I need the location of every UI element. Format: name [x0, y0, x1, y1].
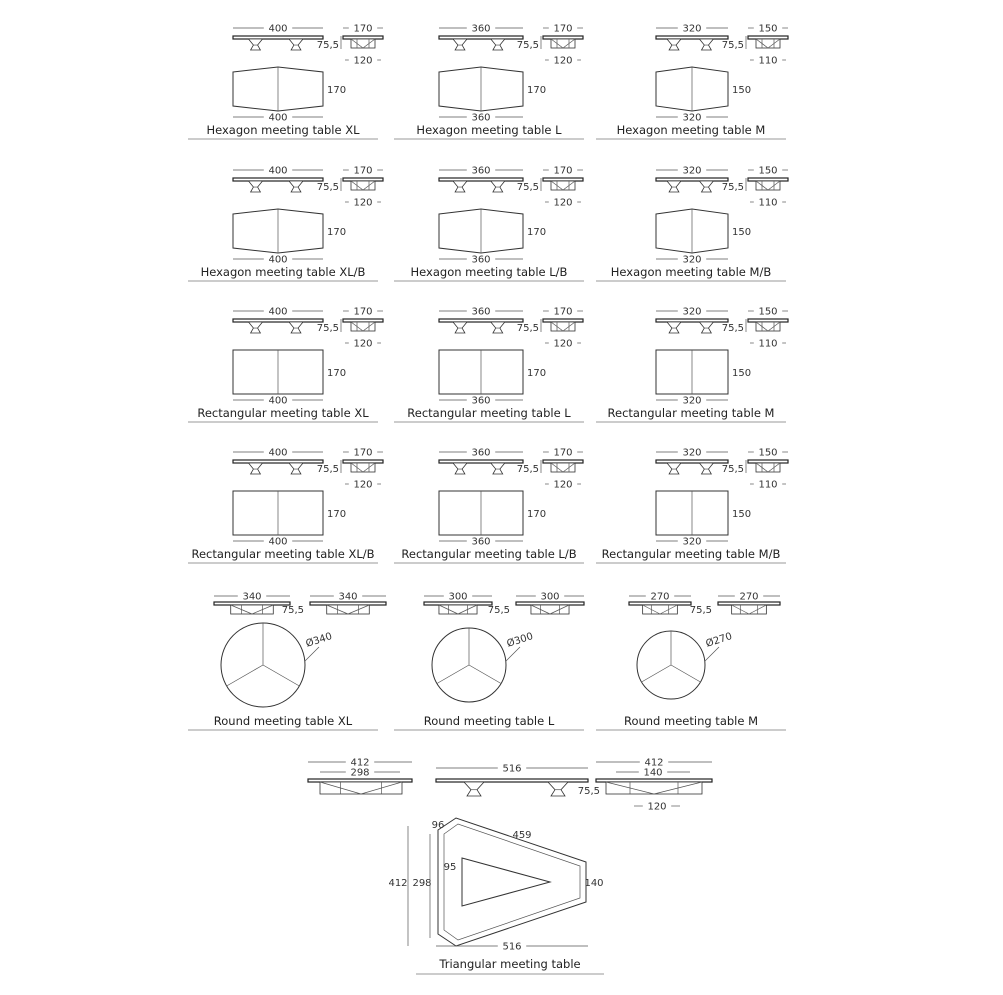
height-label: 75,5 [316, 40, 339, 51]
height-label: 75,5 [316, 323, 339, 334]
table-base [327, 605, 370, 614]
table-leg [667, 39, 681, 50]
plan-depth-label: 170 [327, 85, 347, 96]
plan-depth-label: 170 [327, 509, 347, 520]
table-caption: Hexagon meeting table M/B [610, 265, 772, 279]
end-label: 140 [584, 878, 604, 889]
table-top-end [343, 319, 383, 322]
table-base [231, 605, 274, 614]
table-top-end [748, 178, 788, 181]
dimension-label: 320 [682, 395, 702, 407]
diameter-label: Ø270 [704, 631, 734, 650]
table-top-elevation [656, 36, 728, 39]
table-leg [289, 39, 303, 50]
dimension-label: 120 [553, 338, 573, 350]
plan-depth-label: 150 [732, 509, 752, 520]
dimension-label: 170 [353, 23, 373, 35]
table-top-elevation [233, 178, 323, 181]
table-caption: Hexagon meeting table XL [206, 123, 360, 137]
segment-line [671, 665, 700, 682]
table-drawing-hexagon-meeting-table-m [596, 24, 788, 140]
dimension-label: 320 [682, 254, 702, 266]
table-leg [491, 322, 505, 333]
table-caption: Round meeting table M [623, 714, 759, 728]
table-top-elevation [308, 779, 412, 782]
table-leg [289, 463, 303, 474]
dimension-label: 150 [758, 447, 778, 459]
chamfer-label: 96 [431, 820, 445, 831]
dimension-label: 400 [268, 165, 288, 177]
table-leg [548, 782, 568, 796]
table-caption: Rectangular meeting table XL [197, 406, 369, 420]
side-label: 459 [512, 830, 532, 841]
table-leg [699, 322, 713, 333]
dimension-label: 340 [338, 591, 358, 603]
table-leg [464, 782, 484, 796]
dimension-label: 320 [682, 447, 702, 459]
plan-depth-label: 170 [527, 368, 547, 379]
table-leg [491, 39, 505, 50]
height-label: 75,5 [516, 323, 539, 334]
dimension-label: 400 [268, 536, 288, 548]
table-leg [289, 181, 303, 192]
dimension-label: 400 [268, 447, 288, 459]
plan-depth-label: 170 [327, 227, 347, 238]
height-label: 75,5 [577, 786, 600, 797]
table-leg [491, 181, 505, 192]
dimension-label: 120 [553, 55, 573, 67]
table-top-elevation [629, 602, 691, 605]
dimension-label: 120 [353, 338, 373, 350]
table-leg [249, 322, 263, 333]
dimension-label: 270 [739, 591, 759, 603]
table-drawing-round-meeting-table-m [596, 592, 786, 731]
table-base [351, 39, 375, 48]
table-drawing-rectangular-meeting-table-xl-b [188, 448, 383, 564]
triangular-plan-inner [462, 858, 550, 906]
plan-depth-label: 170 [527, 509, 547, 520]
plan-depth-label: 150 [732, 85, 752, 96]
dimension-label: 110 [758, 55, 778, 67]
dimension-label: 320 [682, 306, 702, 318]
height-label: 75,5 [516, 182, 539, 193]
height-label: 75,5 [721, 464, 744, 475]
inset-label: 95 [443, 862, 457, 873]
dimension-label: 270 [650, 591, 670, 603]
table-base [320, 782, 402, 794]
table-caption: Rectangular meeting table L [407, 406, 571, 420]
table-base [351, 181, 375, 190]
table-base [756, 39, 780, 48]
table-top-elevation [214, 602, 290, 605]
dimension-label: 360 [471, 254, 491, 266]
outer-width-label: 412 [388, 878, 408, 889]
height-label: 75,5 [316, 464, 339, 475]
dimension-label: 120 [353, 479, 373, 491]
table-drawing-rectangular-meeting-table-m [596, 307, 788, 423]
dimension-label: 150 [758, 165, 778, 177]
table-top-end [748, 36, 788, 39]
dimension-label: 110 [758, 479, 778, 491]
dimension-label: 400 [268, 23, 288, 35]
table-top-elevation [656, 178, 728, 181]
table-drawing-round-meeting-table-l [394, 592, 584, 731]
height-label: 75,5 [721, 182, 744, 193]
table-top-elevation [439, 319, 523, 322]
height-label: 75,5 [721, 323, 744, 334]
table-top-elevation [718, 602, 780, 605]
table-leg [249, 181, 263, 192]
table-leg [249, 39, 263, 50]
table-leg [699, 463, 713, 474]
dimension-label: 170 [353, 447, 373, 459]
height-label: 75,5 [281, 605, 304, 616]
dimension-label: 140 [643, 767, 663, 779]
table-leg [453, 322, 467, 333]
table-caption: Rectangular meeting table XL/B [191, 547, 375, 561]
dimension-label: 150 [758, 23, 778, 35]
dimension-label: 170 [553, 23, 573, 35]
dimension-label: 170 [553, 306, 573, 318]
table-top-end [748, 460, 788, 463]
dimension-label: 120 [353, 197, 373, 209]
dimension-label: 516 [502, 941, 522, 953]
table-base [756, 463, 780, 472]
dimension-label: 150 [758, 306, 778, 318]
height-label: 75,5 [316, 182, 339, 193]
table-drawing-hexagon-meeting-table-l-b [394, 166, 584, 282]
table-top-elevation [439, 36, 523, 39]
table-base [551, 39, 575, 48]
dimension-label: 320 [682, 23, 702, 35]
table-top-end [343, 178, 383, 181]
table-drawing-rectangular-meeting-table-l [394, 307, 584, 423]
table-top-end [343, 36, 383, 39]
table-base [551, 463, 575, 472]
table-base [351, 322, 375, 331]
table-drawing-round-meeting-table-xl [188, 592, 386, 731]
table-top-elevation [233, 319, 323, 322]
table-base [439, 605, 477, 614]
dimension-label: 400 [268, 112, 288, 124]
table-base [732, 605, 767, 614]
height-label: 75,5 [487, 605, 510, 616]
table-top-elevation [516, 602, 584, 605]
dimension-label: 516 [502, 763, 522, 775]
plan-depth-label: 150 [732, 227, 752, 238]
inner-width-label: 298 [412, 878, 432, 889]
dimension-label: 120 [553, 479, 573, 491]
table-base [643, 605, 678, 614]
table-caption: Rectangular meeting table M/B [601, 547, 781, 561]
table-leg [453, 39, 467, 50]
table-base [351, 463, 375, 472]
dimension-label: 412 [350, 757, 370, 769]
table-drawing-hexagon-meeting-table-xl [188, 24, 383, 140]
table-leg [453, 463, 467, 474]
dimension-label: 360 [471, 536, 491, 548]
segment-line [469, 665, 501, 684]
table-top-elevation [233, 36, 323, 39]
triangular-plan-edge [444, 824, 580, 940]
table-top-elevation [656, 460, 728, 463]
table-top-end [543, 460, 583, 463]
table-top-elevation [439, 178, 523, 181]
table-leg [249, 463, 263, 474]
dimension-label: 300 [540, 591, 560, 603]
table-caption: Round meeting table XL [213, 714, 353, 728]
dimension-label: 320 [682, 112, 702, 124]
dimension-label: 360 [471, 23, 491, 35]
dimension-label: 360 [471, 165, 491, 177]
table-drawing-rectangular-meeting-table-m-b [596, 448, 788, 564]
table-caption: Round meeting table L [423, 714, 555, 728]
dimension-label: 110 [758, 197, 778, 209]
diameter-label: Ø340 [304, 631, 334, 650]
table-top-elevation [436, 779, 588, 782]
segment-line [437, 665, 469, 684]
dimension-label: 120 [647, 801, 667, 813]
table-drawing-hexagon-meeting-table-l [394, 24, 584, 140]
table-drawing-rectangular-meeting-table-xl [188, 307, 383, 423]
table-top-end [543, 36, 583, 39]
dimension-label: 400 [268, 306, 288, 318]
table-top-end [543, 178, 583, 181]
table-leg [667, 322, 681, 333]
dimension-label: 170 [553, 447, 573, 459]
dimension-label: 320 [682, 165, 702, 177]
dimension-label: 298 [350, 767, 370, 779]
table-leg [667, 463, 681, 474]
table-top-elevation [233, 460, 323, 463]
table-drawing-hexagon-meeting-table-xl-b [188, 166, 383, 282]
plan-depth-label: 170 [327, 368, 347, 379]
table-top-end [343, 460, 383, 463]
plan-depth-label: 170 [527, 227, 547, 238]
segment-line [227, 665, 263, 686]
dimension-label: 400 [268, 395, 288, 407]
dimension-label: 120 [353, 55, 373, 67]
table-base [551, 322, 575, 331]
segment-line [263, 665, 299, 686]
height-label: 75,5 [721, 40, 744, 51]
table-top-end [748, 319, 788, 322]
table-base [551, 181, 575, 190]
segment-line [642, 665, 671, 682]
dimension-label: 360 [471, 447, 491, 459]
table-caption: Hexagon meeting table XL/B [200, 265, 366, 279]
table-base [756, 322, 780, 331]
table-caption: Hexagon meeting table M [616, 123, 766, 137]
dimension-label: 110 [758, 338, 778, 350]
dimension-label: 120 [553, 197, 573, 209]
dimension-label: 170 [353, 306, 373, 318]
table-top-elevation [310, 602, 386, 605]
table-leg [699, 39, 713, 50]
dimension-label: 170 [353, 165, 373, 177]
table-caption: Rectangular meeting table L/B [401, 547, 577, 561]
table-top-elevation [596, 779, 712, 782]
table-caption: Triangular meeting table [439, 957, 581, 971]
table-caption: Hexagon meeting table L [416, 123, 562, 137]
table-drawing-rectangular-meeting-table-l-b [394, 448, 584, 564]
dimension-label: 360 [471, 395, 491, 407]
dimension-label: 400 [268, 254, 288, 266]
height-label: 75,5 [516, 464, 539, 475]
table-leg [667, 181, 681, 192]
dimension-label: 340 [242, 591, 262, 603]
table-base [606, 782, 702, 794]
table-top-elevation [424, 602, 492, 605]
height-label: 75,5 [516, 40, 539, 51]
plan-depth-label: 170 [527, 85, 547, 96]
table-leg [289, 322, 303, 333]
table-leg [491, 463, 505, 474]
table-top-elevation [656, 319, 728, 322]
table-drawing-triangular-meeting-table [308, 758, 712, 975]
plan-depth-label: 150 [732, 368, 752, 379]
dimension-label: 170 [553, 165, 573, 177]
table-base [756, 181, 780, 190]
dimension-label: 360 [471, 306, 491, 318]
height-label: 75,5 [689, 605, 712, 616]
table-drawing-hexagon-meeting-table-m-b [596, 166, 788, 282]
table-leg [453, 181, 467, 192]
table-leg [699, 181, 713, 192]
table-caption: Rectangular meeting table M [607, 406, 775, 420]
dimension-label: 412 [644, 757, 664, 769]
dimension-label: 320 [682, 536, 702, 548]
table-top-end [543, 319, 583, 322]
diameter-label: Ø300 [505, 631, 535, 650]
table-top-elevation [439, 460, 523, 463]
table-caption: Hexagon meeting table L/B [410, 265, 568, 279]
dimension-label: 360 [471, 112, 491, 124]
dimension-label: 300 [448, 591, 468, 603]
table-base [531, 605, 569, 614]
